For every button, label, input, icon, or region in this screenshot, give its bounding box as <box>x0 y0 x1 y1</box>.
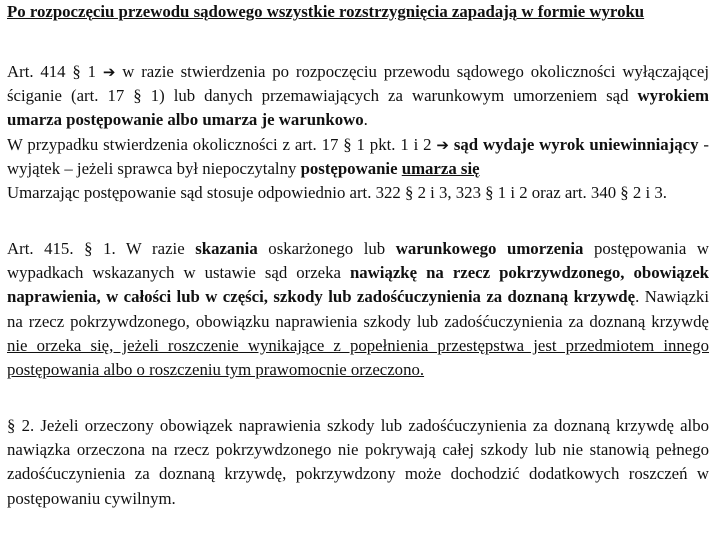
art414-bold-ruling: wyrokiem umarza postępowanie albo umarza je warunkowo <box>7 86 709 130</box>
arrow-right-icon: ➔ <box>436 136 449 154</box>
compensation-bold: nawiązkę na rzecz pokrzywdzonego, obowiązek naprawienia, w całości lub w części, szkody lub zadośćuczynienia za doznaną krzywdę <box>7 263 709 307</box>
conditional-bold: warunkowego umorzenia <box>395 239 584 258</box>
art414-text: w razie stwierdzenia po rozpoczęciu przewodu sądowego okoliczności wyłączającej ściganie (art. 17 § 1) lub danych przemawiających za warunkowym umorzeniem sąd <box>7 62 709 106</box>
proceedings-bold: postępowanie <box>300 159 402 179</box>
art414-paragraph-3 <box>7 181 709 205</box>
art415-text-d: . Nawiązki na rzecz pokrzywdzonego, obowiązku naprawienia szkody lub zadośćuczynienia za doznaną krzywdę <box>7 287 709 331</box>
art414-intro: Art. 414 § 1 <box>7 62 103 81</box>
art415-text-b: oskarżonego lub <box>257 239 396 258</box>
art414-p2-intro: W przypadku stwierdzenia okoliczności z art. 17 § 1 pkt. 1 i 2 <box>7 135 437 154</box>
art415-intro: Art. 415. § 1. W razie <box>7 239 196 258</box>
art415-underlined: nie orzeka się, jeżeli roszczenie wynikające z popełnienia przestępstwa jest przedmiotem innego postępowania albo o roszczeniu tym prawomocnie orzeczono. <box>7 335 709 380</box>
conviction-bold: skazania <box>195 239 258 258</box>
acquittal-bold: sąd wydaje wyrok uniewinniający <box>449 135 699 154</box>
art414-paragraph-2 <box>7 133 709 181</box>
art414-paragraph-1 <box>7 60 709 133</box>
art415-paragraph-2 <box>7 414 709 511</box>
art415-s2-text: § 2. Jeżeli orzeczony obowiązek naprawienia szkody lub zadośćuczynienia za doznaną krzywdę albo nawiązka orzeczona na rzecz pokrzywdzonego nie pokrywają całej szkody lub nie stanowią pełnego zadośćuczynienia za doznaną krzywdę, pokrzywdzony może dochodzić dodatkowych roszczeń w postępowaniu cywilnym. <box>7 416 709 508</box>
art415-paragraph-1 <box>7 237 709 382</box>
art414-end: . <box>363 110 368 130</box>
section-heading <box>7 0 709 24</box>
exception-text: -wyjątek – jeżeli sprawca był niepoczytalny <box>7 135 709 179</box>
arrow-right-icon: ➔ <box>102 63 116 81</box>
heading-text: Po rozpoczęciu przewodu sądowego wszystkie rozstrzygnięcia zapadają w formie wyroku <box>7 2 645 21</box>
discontinued-underlined: umarza się <box>401 159 480 179</box>
art414-p3-text: Umarzając postępowanie sąd stosuje odpowiednio art. 322 § 2 i 3, 323 § 1 i 2 oraz art. 340 § 2 i 3. <box>7 183 667 202</box>
art415-text-c: postępowania w wypadkach wskazanych w ustawie sąd orzeka <box>7 239 709 283</box>
